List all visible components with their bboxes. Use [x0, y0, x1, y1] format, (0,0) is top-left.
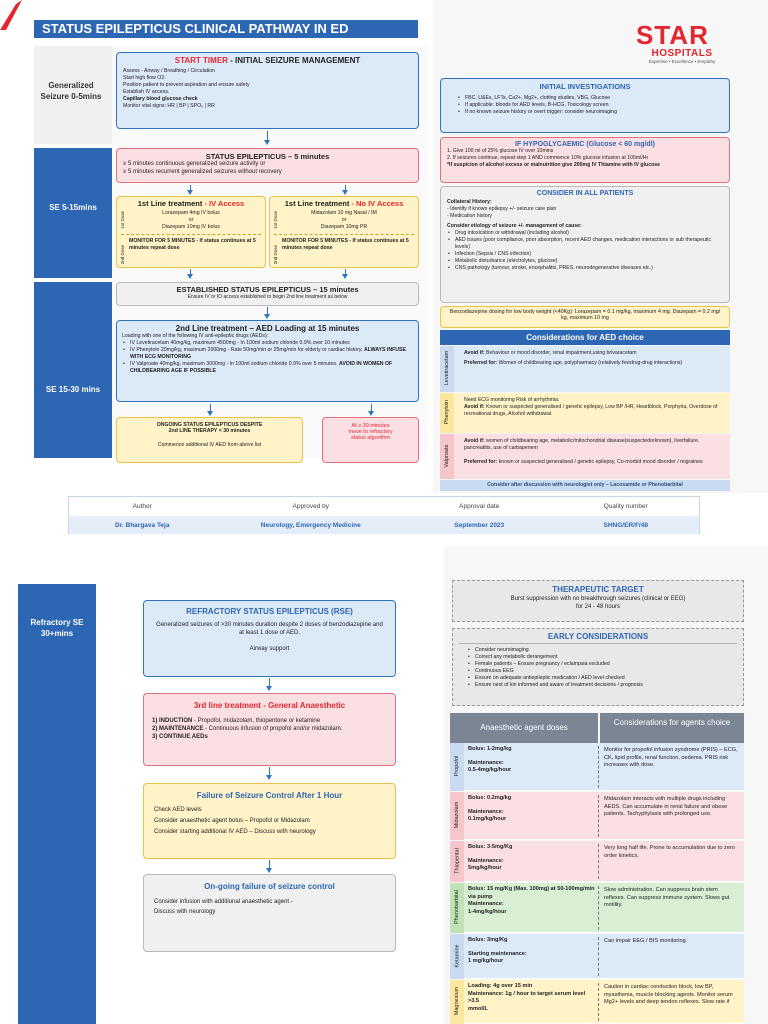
- refractory-t1: At ≥ 30 minutes: [351, 423, 390, 429]
- iv-or: or: [188, 217, 194, 224]
- arrow-icon: [269, 767, 270, 776]
- agent-divider: [598, 795, 599, 837]
- etiology-item: • CNS pathology (tumour, stroke, encephalitis, PRES, neurodegenerative diseases etc.): [447, 265, 723, 272]
- agent-note: Can impair EEG / BIS monitoring.: [604, 938, 688, 944]
- established-sub: Ensure IV or IO access established to begin 2nd line treatment as below: [187, 294, 348, 300]
- aed-val-avoid: Avoid if: women of childbearing age, metabolic/mitochondrial disease(suspectedorknown), liverfailure, pancreatitis, use of carbapenem: [464, 438, 700, 452]
- benzo-dosing: Benzodiazepine dosing for low body weight (<40Kg): Lorazepam = 0.1 mg/kg, maximum 4 mg. Diazepam = 0.2 mg/ kg, maximum 10 mg: [449, 309, 721, 321]
- agent-dose: [468, 795, 596, 824]
- agent-maintenance-value: 1-4mg/kg/hour: [468, 908, 507, 915]
- approval-h-date: Approval date: [459, 503, 500, 510]
- agent-dose: [468, 937, 596, 966]
- third-line-box: [143, 693, 396, 766]
- approval-quality: SHNG/ER/F/48: [603, 521, 648, 529]
- aed-lev-avoid: Avoid if: Behaviour or mood disorder, renal impairment,using brivaracetam: [464, 350, 637, 356]
- noiv-or: or: [341, 217, 347, 224]
- first-dose-label: 1st Dose: [120, 211, 125, 229]
- rse-title: REFRACTORY STATUS EPILEPTICUS (RSE): [186, 607, 353, 616]
- early-title: EARLY CONSIDERATIONS: [459, 632, 737, 644]
- agent-maintenance-label: Maintenance:: [468, 808, 504, 815]
- agent-bolus: Bolus: 0.2mg/kg: [468, 795, 512, 801]
- ongoing-failure-l1: Consider infusion with additional anaesthetic agent -: [154, 899, 293, 905]
- early-item: • Female patients – Ensure pregnancy / eclampsia excluded: [467, 661, 737, 668]
- ongoing-failure-box: [143, 874, 396, 952]
- ongoing-t1: ONGOING STATUS EPILEPTICUS DESPITE: [156, 422, 263, 428]
- aed-val-row: [440, 434, 730, 479]
- agent-bolus: Bolus: 3-5mg/Kg: [468, 844, 513, 850]
- failure-l3: Consider starting additional IV AED – Discuss with neurology: [154, 828, 316, 835]
- agent-maintenance-label: Starting maintenance:: [468, 950, 527, 957]
- initial-management-title: - INITIAL SEIZURE MANAGEMENT: [227, 56, 361, 65]
- aed-val-preferred: Preferred for: known or suspected generalised / genetic epilepsy, Co-morbid mood disorder / migraines: [464, 459, 703, 465]
- agent-divider: [598, 746, 599, 788]
- noiv-drug-1: Midazolam 10 mg Nasal / IM: [311, 210, 377, 216]
- logo-tagline: Expertise • Excellence • Empathy: [648, 59, 716, 64]
- rse-desc: Generalized seizures of >30 minutes duration despite 2 doses of benzodiazepine and at least 1 dose of AED.: [156, 622, 383, 636]
- agent-bolus: Bolus: 15 mg/Kg (Max. 100mg) at 50-100mg/min via pump: [468, 886, 595, 900]
- vitals-line: Monitor vital signs: HR | BP | SPO₂ | RR: [123, 103, 215, 110]
- agent-note: Monitor for propofol infusion syndrome (PRIS) – ECG, CK, lipid profile, renal function, oedema. PRIS risk increases with dose.: [604, 747, 738, 769]
- se-title: STATUS EPILEPTICUS – 5 minutes: [205, 152, 330, 161]
- status-epilepticus-box: [116, 148, 419, 183]
- aed-lev-preferred: Preferred for: Women of childbearing age, polypharmacy (relatively fewdrug-drug interactions): [464, 360, 683, 366]
- agent-dose: [468, 983, 596, 1013]
- ongoing-failure-title: On-going failure of seizure control: [204, 882, 335, 891]
- tt-title: THERAPEUTIC TARGET: [552, 585, 644, 594]
- refractory-move-box: [322, 417, 419, 463]
- arrow-icon: [267, 131, 268, 141]
- agent-maintenance-label: Maintenance:: [468, 759, 504, 766]
- iv-drug-1: Lorazepam 4mg IV bolus: [162, 210, 220, 216]
- early-item: • Continuous EEG: [467, 668, 737, 675]
- noiv-first-dose-label: 1st Dose: [273, 211, 278, 229]
- rse-box: [143, 600, 396, 677]
- early-item: • Correct any metabolic derangement: [467, 654, 737, 661]
- approval-h-quality: Quality number: [603, 503, 648, 510]
- aed-footer: Consider after discussion with neurologist only – Lacosamide or Phenobarbital: [440, 480, 730, 491]
- agent-bolus: Bolus: 1-2mg/kg: [468, 746, 512, 752]
- hypo-thiamine: *If suspicion of alcohol excess or malnutrition give 200mg IV Thiamine with IV glucose: [447, 162, 661, 169]
- second-line-intro: Loading with one of the following IV anti-epileptic drugs (AEDs):: [122, 333, 269, 339]
- arrow-icon: [269, 678, 270, 687]
- tt-l2: for 24 - 48 hours: [575, 603, 621, 610]
- early-considerations-box: [452, 628, 744, 706]
- approval-table: [68, 496, 700, 534]
- label-bg-se2: [34, 282, 112, 458]
- second-line-box: [116, 320, 419, 402]
- agent-bolus: Bolus: 3mg/Kg: [468, 937, 508, 943]
- agent-maintenance-value: 0.1mg/kg/hour: [468, 816, 507, 823]
- aed-phe-ecg: Need ECG monitoring Risk of arrhythmia.: [464, 397, 560, 403]
- arrow-icon: [345, 185, 346, 191]
- hypo-step-1: 1. Give 100 ml of 25% glucose IV over 10mins: [447, 148, 554, 154]
- agent-row: [450, 841, 744, 882]
- agent-name: Phenobarbital: [454, 890, 460, 924]
- investigations-title: INITIAL INVESTIGATIONS: [539, 82, 631, 91]
- third-induction: 1) INDUCTION - Propofol, midazolam, thiopentone or ketamine: [152, 718, 321, 724]
- etiology-heading: Consider etiology of seizure +/- management of cause:: [447, 223, 582, 230]
- logo-sub: HOSPITALS: [651, 48, 713, 59]
- arrow-icon: [190, 269, 191, 275]
- consider-all-title: CONSIDER IN ALL PATIENTS: [536, 190, 634, 197]
- oxygen-line: Start high flow O2.: [123, 75, 166, 82]
- position-line: Position patient to prevent aspiration and ensure safety: [123, 82, 250, 89]
- initial-management-box: [116, 52, 419, 129]
- agents-header-considerations: Considerations for agents choice: [600, 713, 744, 743]
- etiology-item: • AED issues (poor compliance, poor absorption, recent AED changes, medication interactions or sub therapeutic levels): [447, 237, 723, 251]
- aed-title: Considerations for AED choice: [440, 330, 730, 345]
- third-continue: 3) CONTINUE AEDs: [152, 733, 208, 740]
- agent-maintenance-value: 0.5-4mg/kg/hour: [468, 767, 512, 774]
- aed-phe-row: [440, 393, 730, 433]
- arrow-icon: [269, 860, 270, 869]
- benzo-dosing-box: [440, 306, 730, 328]
- collateral-1: - Identify if known epilepsy +/- seizure care plan: [447, 206, 557, 213]
- aed-val-label: Valproate: [444, 444, 450, 468]
- agent-name: Ketamine: [454, 943, 460, 968]
- arrow-icon: [267, 307, 268, 315]
- agent-row: [450, 743, 744, 791]
- rse-airway: Airway support: [249, 645, 290, 652]
- agent-note: Caution in cardiac conduction block, low BP, myasthenia, muscle blocking agents. Monitor serum Mg2+ levels and deep tendon reflexes. Slow rate if: [604, 984, 733, 1006]
- page-title: STATUS EPILEPTICUS CLINICAL PATHWAY IN ED: [34, 20, 418, 38]
- agent-name: Thiopental: [454, 847, 460, 874]
- hospital-logo: [636, 22, 728, 64]
- inv-item: • If no known seizure history or overt trigger: consider neuroimaging: [457, 109, 723, 116]
- iv-access-line: Establish IV access.: [123, 89, 170, 96]
- label-generalized: Generalized Seizure 0-5mins: [40, 81, 102, 102]
- therapeutic-target-box: [452, 580, 744, 622]
- noiv-title: 1st Line treatment: [284, 199, 350, 208]
- agent-dose: [468, 746, 596, 775]
- approval-date: September 2023: [454, 521, 505, 529]
- agent-bolus: Loading: 4g over 15 min: [468, 983, 533, 989]
- established-title: ESTABLISHED STATUS EPILEPTICUS – 15 minutes: [176, 285, 359, 294]
- early-item: • Consider neuroimaging: [467, 647, 737, 654]
- failure-box: [143, 783, 396, 859]
- hypoglycaemia-box: [440, 137, 730, 183]
- approval-h-author: Author: [132, 503, 152, 510]
- ongoing-t2: 2nd LINE THERAPY < 30 minutes: [168, 428, 251, 434]
- start-timer-label: START TIMER: [174, 56, 228, 65]
- agent-name: Magnesium: [454, 986, 460, 1016]
- assess-line: Assess - Airway / Breathing / Circulation: [123, 68, 215, 74]
- failure-title: Failure of Seizure Control After 1 Hour: [196, 791, 343, 800]
- noiv-drug-2: Diazepam 10mg PR: [320, 224, 368, 231]
- inv-item: • FBC, U&Es, LFTs, Ca2+, Mg2+, clotting studies, VBG, Glucose: [457, 95, 723, 102]
- approval-h-approved: Approved by: [292, 503, 329, 510]
- ongoing-se-box: [116, 417, 303, 463]
- agent-note: Midazolam interacts with multiple drugs including AEDS. Can accumulate in renal failure and obese patients. Tachyphylaxis with prolonged use.: [604, 796, 728, 818]
- agent-maintenance-label: Maintenance:: [468, 901, 504, 908]
- iv-drug-2: Diazepam 10mg IV bolus: [162, 224, 220, 231]
- noiv-monitor: MONITOR FOR 5 MINUTES - If status continues at 5 minutes repeat dose: [282, 238, 409, 252]
- consider-all-box: [440, 186, 730, 303]
- phenytoin-item: • IV Phenytoin 20mg/kg, maximum 2000mg - Rate 50mg/min or 25mg/min for elderly or cardiac history. ALWAYS INFUSE WITH ECG MONITORING: [122, 347, 413, 361]
- valproate-item: • IV Valproate 40mg/kg, maximum 3000mg - In 100ml sodium chloride 0.9% over 5 minutes. AVOID IN WOMEN OF CHILDBEARING AGE IF POSSIBLE: [122, 361, 413, 375]
- arrow-icon: [345, 269, 346, 275]
- agent-note: Very long half life. Prone to accumulation due to zero order kinetics.: [604, 845, 735, 859]
- tt-l1: Burst suppression with no breakthrough seizures (clinical or EEG): [510, 596, 686, 602]
- collateral-2: - Medication history: [447, 213, 492, 220]
- label-rse: Refractory SE 30+mins: [30, 618, 84, 639]
- iv-title: 1st Line treatment: [137, 199, 203, 208]
- agent-divider: [598, 886, 599, 930]
- agent-row: [450, 792, 744, 840]
- aed-phe-avoid: Avoid if: Known or suspected generalised / genetic epilepsy, Low BP /HR, Heartblock, Porphyria, Overdose of recreational drugs, Alcohol withdrawal.: [464, 404, 718, 418]
- agents-header-doses: Anaesthetic agent doses: [450, 713, 598, 743]
- failure-l1: Check AED levels: [154, 807, 202, 813]
- etiology-item: • Infection (Sepsis / CNS infection): [447, 251, 723, 258]
- levetiracetam-item: • IV Levetiracetam 40mg/kg, maximum 4500mg - In 100ml sodium chloride 0.9% over 10 minutes: [122, 340, 413, 347]
- agent-name: Propofol: [454, 755, 460, 777]
- established-se-box: [116, 282, 419, 306]
- agent-divider: [598, 937, 599, 976]
- arrow-icon: [210, 404, 211, 412]
- hypo-title: IF HYPOGLYCAEMIC (Glucose < 60 mg/dl): [515, 141, 655, 148]
- glucose-check-line: Capillary blood glucose check: [123, 96, 198, 103]
- hypo-step-2: 2. If seizures continue, repeat step 1 AND commence 10% glucose infusion at 100ml/Hr: [447, 155, 649, 162]
- aed-lev-label: Levetiracetam: [444, 350, 450, 386]
- noiv-second-dose-label: 2nd Dose: [273, 245, 278, 265]
- label-se2: SE 15-30 mins: [45, 385, 101, 394]
- logo-name: STAR: [636, 20, 709, 50]
- agent-row: [450, 934, 744, 979]
- iv-title-suffix: - IV Access: [202, 199, 245, 208]
- investigations-box: [440, 78, 730, 133]
- no-iv-access-box: [269, 196, 419, 268]
- etiology-item: • Drug intoxication or withdrawal (including alcohol): [447, 230, 723, 237]
- early-item: • Ensure on adequate antiepileptic medication / AED level checked: [467, 675, 737, 682]
- arrow-icon: [190, 185, 191, 191]
- approval-approved: Neurology, Emergency Medicine: [260, 521, 361, 529]
- inv-item: • If applicable: bloods for AED levels, B-HCG, Toxicology screen: [457, 102, 723, 109]
- third-maintenance: 2) MAINTENANCE - Continuous infusion of propofol and/or midazolam.: [152, 725, 343, 732]
- agent-dose: [468, 844, 596, 873]
- se-criteria-1: ≥ 5 minutes continuous generalized seizure activity or: [123, 161, 266, 167]
- aed-lev-row: [440, 346, 730, 392]
- iv-monitor: MONITOR FOR 5 MINUTES - If status continues at 5 minutes repeat dose: [129, 238, 256, 252]
- failure-l2: Consider anaesthetic agent bolus – Propofol or Midazolam: [154, 817, 310, 824]
- third-line-title: 3rd line treatment - General Anaesthetic: [193, 701, 346, 710]
- aed-phe-label: Phenytoin: [444, 399, 450, 425]
- ongoing-failure-l2: Discuss with neurology: [154, 908, 216, 915]
- second-line-title: 2nd Line treatment – AED Loading at 15 minutes: [175, 324, 360, 333]
- etiology-item: • Metabolic disturbance (electrolytes, glucose): [447, 258, 723, 265]
- agent-maintenance-value: mmol/L: [468, 1005, 488, 1012]
- refractory-t3: status algorithm: [351, 435, 390, 441]
- agent-maintenance-label: Maintenance:: [468, 857, 504, 864]
- second-dose-label: 2nd Dose: [120, 245, 125, 265]
- early-item: • Ensure next of kin informed and aware of treatment decisions / prognosis: [467, 682, 737, 689]
- refractory-t2: move to refractory: [348, 429, 393, 435]
- agent-note: Slow administration. Can suppress brain stem reflexes. Can suppress immune system. Slows gut motility.: [604, 887, 730, 909]
- approval-author: Dr. Bhargava Teja: [115, 521, 170, 529]
- agent-maintenance-label: Maintenance: 1g / hour to target serum level >3.5: [468, 990, 586, 1005]
- agent-row: [450, 883, 744, 933]
- agent-maintenance-value: 5mg/kg/hour: [468, 865, 502, 872]
- agent-maintenance-value: 1 mg/kg/hour: [468, 958, 504, 965]
- agent-divider: [598, 983, 599, 1021]
- agent-dose: [468, 886, 596, 916]
- ongoing-t3: Commence additional IV AED from above list: [157, 442, 262, 448]
- collateral-heading: Collateral History:: [447, 199, 492, 205]
- label-bg-rse: [18, 584, 96, 1024]
- agent-divider: [598, 844, 599, 879]
- se-criteria-2: ≥ 5 minutes recurrent generalized seizures without recovery: [123, 168, 282, 175]
- agent-name: Midazolam: [454, 801, 460, 829]
- arrow-icon: [371, 404, 372, 412]
- iv-access-box: [116, 196, 266, 268]
- agent-row: [450, 980, 744, 1024]
- noiv-title-suffix: - No IV Access: [349, 199, 404, 208]
- label-se1: SE 5-15mins: [49, 203, 97, 212]
